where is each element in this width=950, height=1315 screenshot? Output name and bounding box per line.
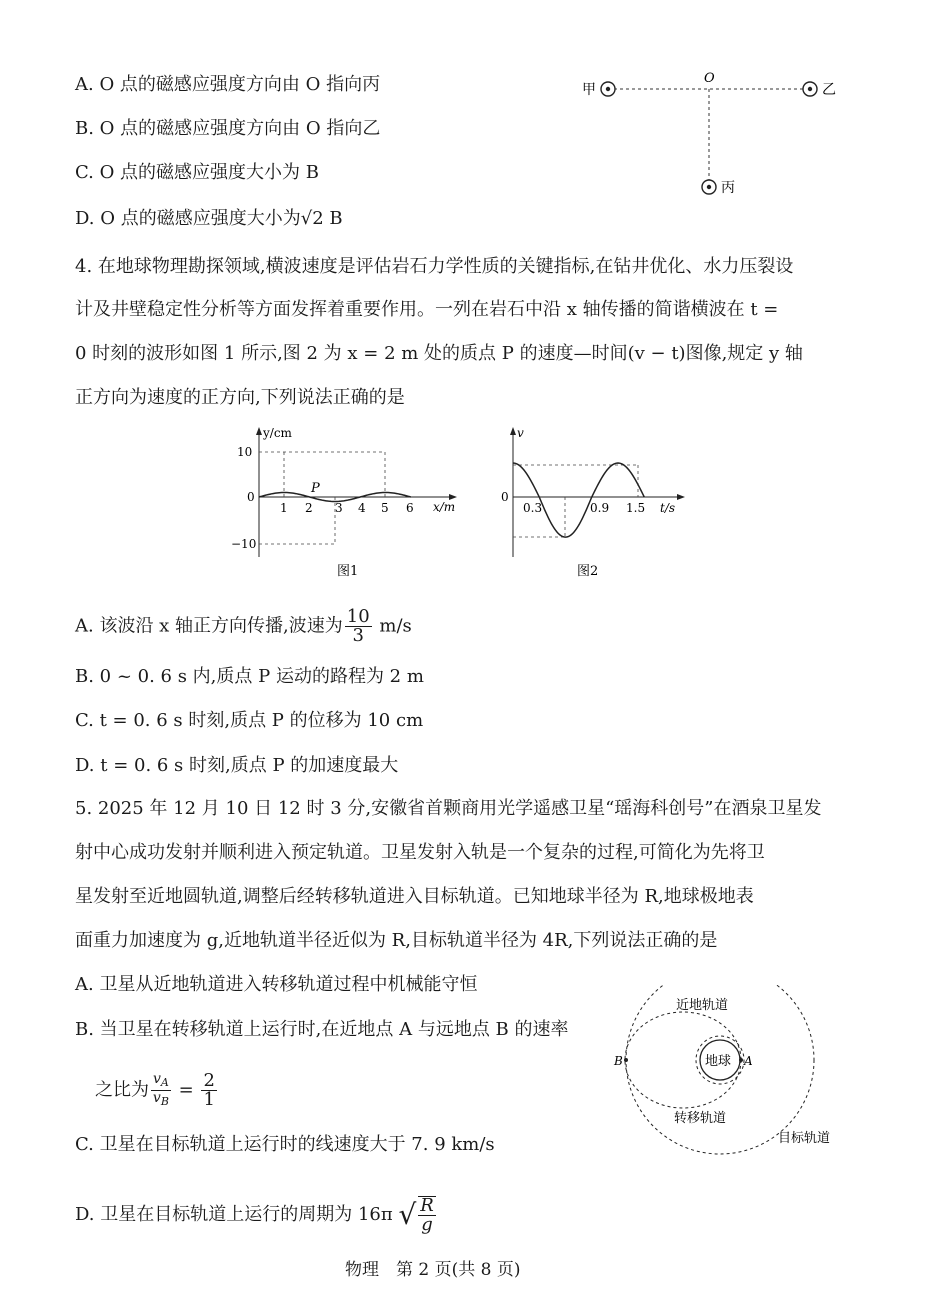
label-b: B [614,1054,623,1068]
q5-option-d-den: g [421,1214,433,1235]
q5-option-d-text: D. 卫星在目标轨道上运行的周期为 16π [75,1204,393,1225]
q5-option-d [75,1196,438,1234]
q3-option-b: B. O 点的磁感应强度方向由 O 指向乙 [75,118,381,139]
q4-stem-line-3: 0 时刻的波形如图 1 所示,图 2 为 x = 2 m 处的质点 P 的速度—时间(v − t)图像,规定 y 轴 [75,343,803,364]
q5-option-b-text: 之比为 [95,1079,149,1101]
q5-option-b-fraction [201,1072,216,1109]
fig1-xlabel: x/m [433,500,456,514]
q5-orbit-diagram [610,985,850,1155]
fig1-point-p: P [311,481,320,496]
fig1-xtick-4: 4 [358,501,366,515]
wire-bing-dot-icon [702,180,716,194]
label-o: O [704,71,715,86]
q3-wire-diagram [570,66,840,206]
fig2-xtick-09: 0.9 [590,501,610,515]
q4-option-b: B. 0 ~ 0. 6 s 内,质点 P 运动的路程为 2 m [75,666,424,687]
fig2-origin: 0 [501,490,509,504]
q4-figure-1 [225,425,465,580]
q5-stem-line-1: 5. 2025 年 12 月 10 日 12 时 3 分,安徽省首颗商用光学遥感卫星“瑶海科创号”在酒泉卫星发 [75,798,822,819]
q4-stem-line-2: 计及井壁稳定性分析等方面发挥着重要作用。一列在岩石中沿 x 轴传播的简谐横波在 t = [75,299,779,320]
q5-stem-line-4: 面重力加速度为 g,近地轨道半径近似为 R,目标轨道半径为 4R,下列说法正确的是 [75,930,718,951]
fig1-ylabel: y/cm [263,426,292,440]
label-transfer-orbit: 转移轨道 [674,1111,727,1126]
fig1-xtick-3: 3 [335,501,343,515]
fig2-ylabel: v [517,426,524,440]
fig1-xtick-2: 2 [305,501,313,515]
q4-option-c: C. t = 0. 6 s 时刻,质点 P 的位移为 10 cm [75,710,424,731]
wire-jia-dot-icon [601,82,615,96]
point-a-dot-icon [739,1058,743,1062]
q5-stem-line-3: 星发射至近地圆轨道,调整后经转移轨道进入目标轨道。已知地球半径为 R,地球极地表 [75,886,754,907]
q4-option-a-num: 10 [346,606,370,627]
q3-option-d-value: √2 B [300,208,343,229]
q5-va-sub: A [160,1076,169,1089]
q5-vb: v [152,1090,161,1106]
fig1-ytick-neg10: −10 [231,537,257,551]
fig2-xlabel: t/s [660,501,676,515]
point-b-dot-icon [624,1058,628,1062]
wire-yi-dot-icon [803,82,817,96]
sqrt-sign: √ [398,1198,417,1231]
fig2-xtick-15: 1.5 [626,501,646,515]
q5-option-c: C. 卫星在目标轨道上运行时的线速度大于 7. 9 km/s [75,1134,495,1155]
q3-option-d [75,208,343,230]
q3-option-d-text: D. O 点的磁感应强度大小为 [75,208,301,229]
fig2-xtick-03: 0.3 [523,501,543,515]
q4-stem-line-4: 正方向为速度的正方向,下列说法正确的是 [75,387,405,408]
q5-option-d-num: R [420,1195,434,1216]
q4-option-a-den: 3 [352,625,364,646]
q5-option-b-num: 2 [203,1070,215,1091]
fig1-ytick-0: 0 [247,490,255,504]
q4-option-d: D. t = 0. 6 s 时刻,质点 P 的加速度最大 [75,755,399,776]
fig1-ytick-10: 10 [237,445,253,459]
q5-option-b-equals: = [178,1079,194,1101]
q5-option-b-line-2 [95,1072,219,1109]
q5-option-b-den: 1 [203,1089,215,1110]
q5-option-d-fraction [418,1196,436,1234]
page-footer: 物理 第 2 页(共 8 页) [345,1260,521,1280]
label-earth: 地球 [705,1054,732,1069]
fig1-xtick-1: 1 [280,501,288,515]
q5-option-b-line-1: B. 当卫星在转移轨道上运行时,在近地点 A 与远地点 B 的速率 [75,1019,569,1040]
q5-option-b-velocity-ratio [151,1072,171,1109]
q3-option-a: A. O 点的磁感应强度方向由 O 指向丙 [75,74,381,95]
q5-vb-sub: B [160,1095,169,1108]
q4-option-a-text: A. 该波沿 x 轴正方向传播,波速为 [75,615,343,637]
label-jia: 甲 [582,82,596,98]
q4-stem-line-1: 4. 在地球物理勘探领域,横波速度是评估岩石力学性质的关键指标,在钻井优化、水力压裂设 [75,256,794,277]
label-a: A [744,1054,753,1068]
fig1-xtick-5: 5 [381,501,389,515]
q4-figure-2 [495,425,695,580]
q3-option-c: C. O 点的磁感应强度大小为 B [75,162,320,183]
q5-option-a: A. 卫星从近地轨道进入转移轨道过程中机械能守恒 [75,974,478,995]
label-bing: 丙 [721,180,735,196]
fig1-caption: 图1 [337,564,359,579]
fig2-caption: 图2 [577,564,599,579]
fig1-xtick-6: 6 [406,501,414,515]
q4-option-a-fraction [345,608,372,645]
q4-option-a-unit: m/s [379,615,412,637]
q4-option-a [75,608,412,645]
label-target-orbit: 目标轨道 [778,1131,831,1146]
label-yi: 乙 [822,82,836,98]
q5-va: v [153,1071,161,1087]
label-near-orbit: 近地轨道 [676,998,729,1013]
q5-stem-line-2: 射中心成功发射并顺利进入预定轨道。卫星发射入轨是一个复杂的过程,可简化为先将卫 [75,842,765,863]
